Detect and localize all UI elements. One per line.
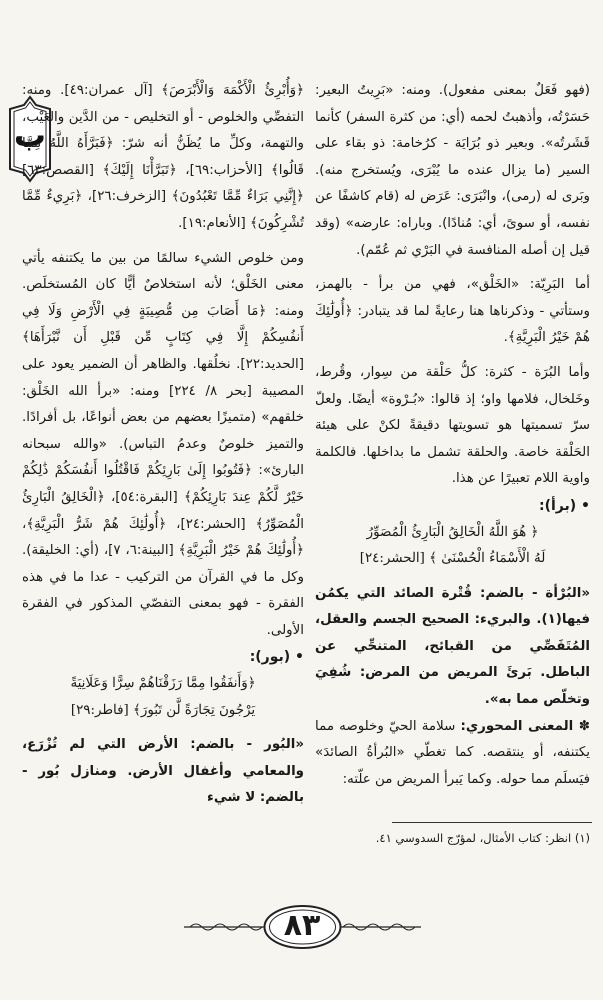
core-meaning-label: ✽ المعنى المحوري: <box>460 718 590 734</box>
paragraph-khalq: ومن خلوص الشيء سالمًا من بين ما يكتنفه يأتي معنى الخَلْق؛ لأنه استخلاصٌ أيًّا كان المُستخلَص. ومنه: ﴿مَا أَصَابَ مِن مُّصِيبَةٍ فِي الْأَرْضِ وَلَا فِي أَنفُسِكُمْ إِلَّا فِي كِتَابٍ مِّن قَبْلِ أَن نَّبْرَأَهَا﴾ [الحديد:٢٢]. نخلُقها. والظاهر أن الضمير يعود على المصيبة [بحر ٨/ ٢٢٤] ومنه: «برأ الله الخَلْق: خلقهم» (متميزًا بعضهم من بعض أنواعًا، بل أفرادًا. والتميز خلوصٌ وعدمُ التباس). «والله سبحانه البارئ»: ﴿فَتُوبُوا إِلَىٰ بَارِئِكُمْ فَاقْتُلُوا أَنفُسَكُمْ ذَٰلِكُمْ خَيْرٌ لَّكُمْ عِندَ بَارِئِكُمْ﴾ [البقرة:٥٤]، ﴿الْخَالِقُ الْبَارِئُ الْمُصَوِّرُ﴾ [الحشر:٢٤]، ﴿أُولَٰئِكَ هُمْ شَرُّ الْبَرِيَّةِ﴾، ﴿أُولَٰئِكَ هُمْ خَيْرُ الْبَرِيَّةِ﴾ [البينة:٦، ٧]، (أي: الخليقة). وكل ما في القرآن من التركيب - عدا ما في هذه الفقرة - فهو بمعنى التفصّي المذكور في الفقرة الأولى. <box>22 250 305 638</box>
section-letter: ب <box>13 116 47 154</box>
paragraph-bur-definition: «البُور - بالضم: الأرض التي لم تُزْرَع، والمعامي وأغفال الأرض. ومنازل بُور - بالضم: لا شيء <box>22 737 304 806</box>
paragraph-bariyya: أما البَرِيّة: «الخَلْق»، فهي من برأ - بالهمز، وستأتي - وذكرناها هنا رعايةً لما قد يتبادر: ﴿أُولَٰئِكَ هُمْ خَيْرُ الْبَرِيَّةِ﴾. <box>315 277 590 346</box>
verse-bwr-line-1: ﴿وَأَنفَقُوا مِمَّا رَزَقْنَاهُمْ سِرًّا وَعَلَانِيَةً <box>70 676 256 692</box>
right-column <box>315 78 590 793</box>
core-meaning-text: سلامة الحيّ وخلوصه مما يكتنفه، أو ينتقصه. كما تغطّي «البُرأةُ الصائدَ» فيَسلَم مما حوله. وكما يَبرأ المريض من علّته: <box>315 718 590 787</box>
paragraph-bur-a-definition: «البُرْأة - بالضم: قُتْرة الصائد التي يكمُن فيها(١). والبريء: الصحيح الجسم والعقل، المُتَفَصِّي من القبائح، المتنحِّي عن الباطل. بَرئَ المريض من المرض: شُفِيَ وتخلّص مما به». <box>315 585 590 708</box>
heading-bwr: • (بور): <box>249 649 304 666</box>
verse-bwr-line-2: يَرْجُونَ تِجَارَةً لَّن تَبُورَ﴾ [فاطر:٢٩] <box>70 702 256 718</box>
left-column <box>22 78 304 812</box>
footnote-rule <box>392 822 592 823</box>
paragraph-tafassi: ﴿وَأُبْرِئُ الْأَكْمَهَ وَالْأَبْرَصَ﴾ [آل عمران:٤٩]. ومنه: التفصِّي والخلوص - أو التخليص - من الدَّين والعَيْب، والتهمة، وكلِّ ما يُظَنُّ أنه شرّ: ﴿فَبَرَّأَهُ اللَّهُ مِمَّا قَالُوا﴾ [الأحزاب:٦٩]، ﴿تَبَرَّأْنَا إِلَيْكَ﴾ [القصص:٦٣] ﴿إِنَّنِي بَرَاءٌ مِّمَّا تَعْبُدُونَ﴾ [الزخرف:٢٦]، ﴿بَرِيءٌ مِّمَّا تُشْرِكُونَ﴾ [الأنعام:١٩]. <box>22 83 305 231</box>
paragraph-bura: وأما البُرَة - كثرة: كلُّ حَلْقة من سِوار، وقُرط، وخَلخال، فلامها واو؛ إذ قالوا: «بُـرْوة» أيضًا. ولعلّ سرّ تسميتها هو تسويتها دقيقةً لكنْ على هيئة الحَلْقة خاصة. والحلقة تشمل ما بداخلها. فالكلمة واوية اللام تعبيرًا عن هذا. <box>315 364 590 487</box>
paragraph-bry-meaning: (فهو فَعَلٌ بمعنى مفعول). ومنه: «بَرِيتُ البعير: حَسَرْتُه، وأذهبتُ لحمه (أي: من كثرة السفر) كأنما قَشَرتُه». وبعير ذو بُرَايَة - كرُخامة: ذو بقاء على السير (ما يزال عنده ما يُبْرَى، ويُستخرج منه). وبَرى له (رمى)، وانْبَرَى: عَرَض له (قام كاشفًا عن نفسه، أو سوىً، أي: مُنادًا). وباراه: عارضه» (وقد قيل إن أصله المنافسة في البَرْي ثم عُمّم). <box>315 83 590 258</box>
footnote: (١) انظر: كتاب الأمثال، لمؤرّج السدوسي ٤١. <box>375 831 590 845</box>
verse-bra-line-2: لَهُ الْأَسْمَاءُ الْحُسْنَىٰ ﴾ [الحشر:٢٤] <box>359 551 546 567</box>
heading-bra: • (برأ): <box>539 497 590 514</box>
page-number: ٨٣ <box>283 908 321 943</box>
verse-bra-line-1: ﴿ هُوَ اللَّهُ الْخَالِقُ الْبَارِئُ الْمُصَوِّرُ <box>366 524 539 540</box>
